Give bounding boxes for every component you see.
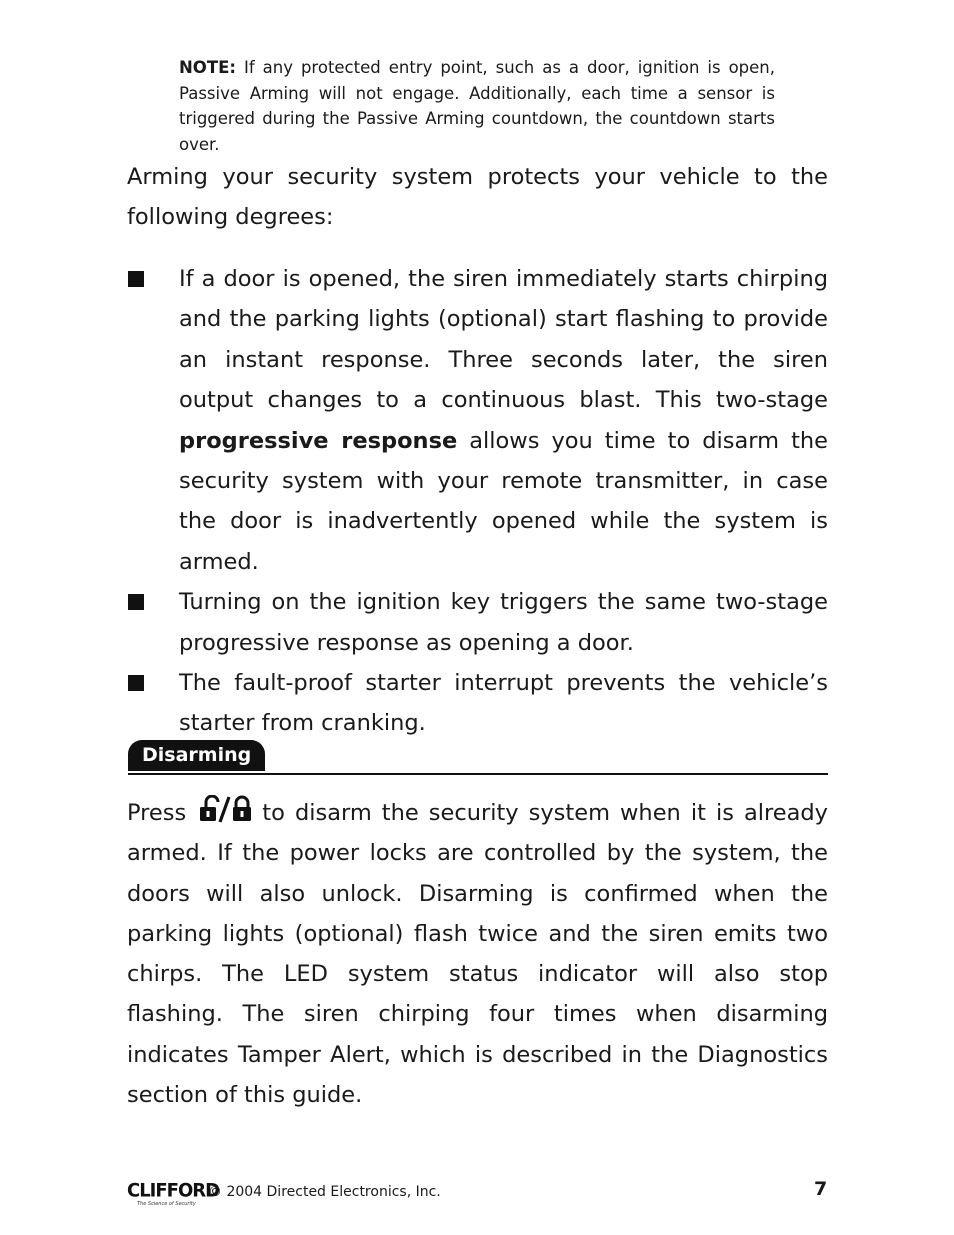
- lock-unlock-icon: [196, 795, 252, 823]
- list-item-text: allows you time to disarm the security system with your remote transmitter, in case the door is inadvertently opened while the system is armed.: [179, 427, 828, 575]
- square-bullet-icon: [128, 675, 144, 691]
- note-label: NOTE:: [179, 58, 236, 77]
- section-header: [128, 740, 828, 775]
- disarming-text: Press: [127, 800, 197, 826]
- square-bullet-icon: [128, 594, 144, 610]
- disarming-paragraph: [127, 793, 828, 1115]
- note-text: If any protected entry point, such as a door, ignition is open, Passive Arming will not engage. Additionally, each time a sensor is triggered during the Passive Arming countdown, the countdown starts over.: [179, 58, 775, 154]
- list-item-text: Turning on the ignition key triggers the same two-stage progressive response as opening a door.: [179, 589, 828, 656]
- list-item-text: The fault-proof starter interrupt prevents the vehicle’s starter from cranking.: [179, 670, 828, 737]
- list-item: [127, 663, 828, 744]
- page-number: 7: [814, 1178, 828, 1200]
- list-item-emphasis: progressive response: [179, 427, 458, 454]
- intro-paragraph: Arming your security system protects your vehicle to the following degrees:: [127, 164, 828, 230]
- section-title: Disarming: [128, 740, 265, 771]
- square-bullet-icon: [128, 271, 144, 287]
- logo-tagline: The Science of Security: [137, 1201, 196, 1207]
- disarming-text: to disarm the security system when it is already armed. If the power locks are controlled by the system, the doors will also unlock. Disarming is confirmed when the parking lights (optional) flash twice and the siren emits two chirps. The LED system status indicator will also stop flashing. The siren chirping four times when disarming indicates Tamper Alert, which is described in the Diagnostics section of this guide.: [127, 800, 828, 1109]
- protection-list: [127, 259, 828, 744]
- clifford-logo: [127, 1179, 220, 1211]
- list-item: [127, 582, 828, 663]
- logo-wordmark: CLIFFORD: [127, 1179, 220, 1202]
- copyright-text: © 2004 Directed Electronics, Inc.: [208, 1184, 441, 1200]
- list-item: [127, 259, 828, 582]
- note-paragraph: [179, 55, 775, 157]
- list-item-text: If a door is opened, the siren immediately starts chirping and the parking lights (optional) start flashing to provide an instant response. Three seconds later, the siren output changes to a continuous blast. This two-stage: [179, 266, 828, 414]
